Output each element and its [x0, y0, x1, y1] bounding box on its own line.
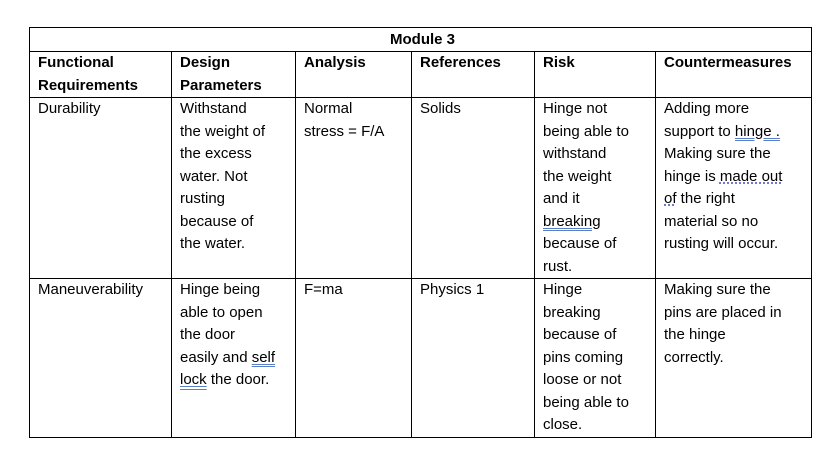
analysis-cell: Normal stress = F/A: [304, 100, 385, 140]
design-cell: Hinge being able to open the door easily and self lock the door.: [180, 281, 276, 388]
design-cell: Withstand the weight of the excess water. Not rusting because of the water.: [180, 100, 266, 252]
risk-cell: Hinge not being able to withstand the weight and it breaking because of rust.: [543, 100, 629, 275]
header-functional-requirements: Functional Requirements: [38, 54, 139, 94]
countermeasures-cell: Making sure the pins are placed in the hinge correctly.: [664, 281, 782, 366]
header-countermeasures: Countermeasures: [664, 54, 792, 71]
table-row: [30, 279, 812, 438]
style-flag[interactable]: made out of: [664, 167, 783, 207]
risk-cell: Hinge breaking because of pins coming loose or not being able to close.: [543, 281, 629, 433]
header-references: References: [420, 54, 501, 71]
references-cell: Solids: [420, 100, 461, 117]
countermeasures-cell: Adding more support to hinge . Making sure the hinge is made out of the right material so no rusting will occur.: [664, 100, 783, 252]
header-analysis: Analysis: [304, 54, 366, 71]
references-cell: Physics 1: [420, 281, 485, 298]
header-risk: Risk: [543, 54, 575, 71]
header-design-parameters: Design Parameters: [180, 54, 262, 94]
functional-cell: Maneuverability: [38, 281, 144, 298]
table-title: Module 3: [30, 28, 812, 52]
grammar-flag[interactable]: breaking: [543, 212, 601, 230]
grammar-flag[interactable]: self lock: [180, 348, 276, 388]
analysis-cell: F=ma: [304, 281, 343, 298]
module-table: [29, 27, 812, 438]
grammar-flag[interactable]: hinge .: [734, 122, 780, 140]
functional-cell: Durability: [38, 100, 101, 117]
table-row: [30, 98, 812, 279]
